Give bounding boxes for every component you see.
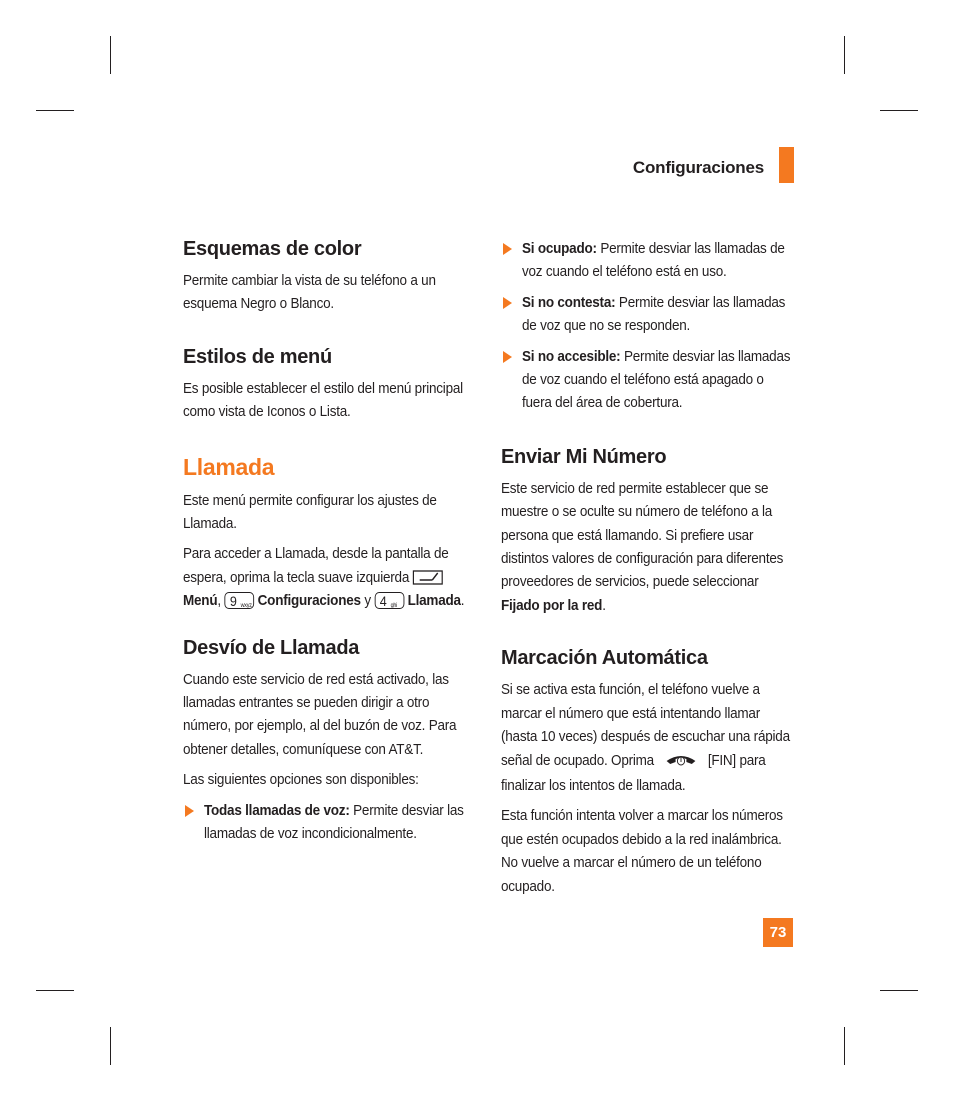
text-enviar: Este servicio de red permite establecer que se muestre o se oculte su número de teléfono a la persona que está llamando. Si prefiere usar distintos valores de configuración para diferentes proveedores de servicios, puede seleccionar Fijado por la red. xyxy=(501,479,784,614)
heading-estilos: Estilos de menú xyxy=(183,345,332,368)
section-tab-marker xyxy=(779,147,794,183)
llamada-label: Llamada xyxy=(407,592,461,610)
key-4-icon: 4 ghi xyxy=(374,592,404,609)
crop-mark xyxy=(110,36,111,74)
left-column xyxy=(183,236,475,853)
crop-mark xyxy=(844,1027,845,1065)
heading-esquemas: Esquemas de color xyxy=(183,238,362,260)
bullet-arrow-icon xyxy=(185,805,194,817)
page-number: 73 xyxy=(763,918,793,947)
text-esquemas: Permite cambiar la vista de su teléfono a un esquema Negro o Blanco. xyxy=(183,272,436,313)
desvio-bullets-right xyxy=(501,237,791,415)
crop-mark xyxy=(844,36,845,74)
list-item: Si no contesta: Permite desviar las llamadas de voz que no se responden. xyxy=(501,291,791,338)
key-9-icon: 9 wxyz xyxy=(224,592,254,609)
left-soft-key-icon xyxy=(413,569,444,586)
crop-mark xyxy=(110,1027,111,1065)
text-desvio-options: Las siguientes opciones son disponibles: xyxy=(183,771,419,789)
crop-mark xyxy=(36,990,74,991)
text-llamada-intro: Este menú permite configurar los ajustes de Llamada. xyxy=(183,491,437,533)
fijado-label: Fijado por la red xyxy=(501,596,603,614)
bullet-arrow-icon xyxy=(503,351,512,363)
crop-mark xyxy=(880,990,918,991)
menu-label: Menú xyxy=(183,592,218,610)
crop-mark xyxy=(880,110,918,111)
bullet-arrow-icon xyxy=(503,297,512,309)
heading-marcacion: Marcación Automática xyxy=(501,647,708,670)
text-llamada-access: Para acceder a Llamada, desde la pantalla de espera, oprima la tecla suave izquierda Menú, 9 wxyz Configuraciones y 4 ghi Llamada. xyxy=(183,545,465,610)
configuraciones-label: Configuraciones xyxy=(257,592,361,610)
bullet-arrow-icon xyxy=(503,243,512,255)
heading-llamada: Llamada xyxy=(183,453,275,480)
text-marcacion-1: Si se activa esta función, el teléfono vuelve a marcar el número que está intentando llamar (hasta 10 veces) después de escuchar una rápida señal de ocupado. Oprima [FIN] para finalizar los intentos de llamada. xyxy=(501,681,790,794)
desvio-bullets-left xyxy=(183,799,475,846)
text-estilos: Es posible establecer el estilo del menú principal como vista de Iconos o Lista. xyxy=(183,379,463,421)
section-title: Configuraciones xyxy=(632,158,764,177)
text-desvio: Cuando este servicio de red está activado, las llamadas entrantes se pueden dirigir a otro número, por ejemplo, al del buzón de voz. Para obtener detalles, comuníquese con AT&T. xyxy=(183,670,457,758)
heading-desvio: Desvío de Llamada xyxy=(183,636,360,659)
text-marcacion-2: Esta función intenta volver a marcar los números que estén ocupados debido a la red inalámbrica. No vuelve a marcar el número de un teléfono ocupado. xyxy=(501,807,783,895)
list-item: Si no accesible: Permite desviar las llamadas de voz cuando el teléfono está apagado o fuera del área de cobertura. xyxy=(501,345,791,415)
heading-enviar: Enviar Mi Número xyxy=(501,445,667,468)
crop-mark xyxy=(36,110,74,111)
list-item: Si ocupado: Permite desviar las llamadas de voz cuando el teléfono está en uso. xyxy=(501,237,791,284)
list-item: Todas llamadas de voz: Permite desviar las llamadas de voz incondicionalmente. xyxy=(183,799,475,846)
end-key-icon xyxy=(665,751,697,774)
right-column xyxy=(501,237,791,898)
